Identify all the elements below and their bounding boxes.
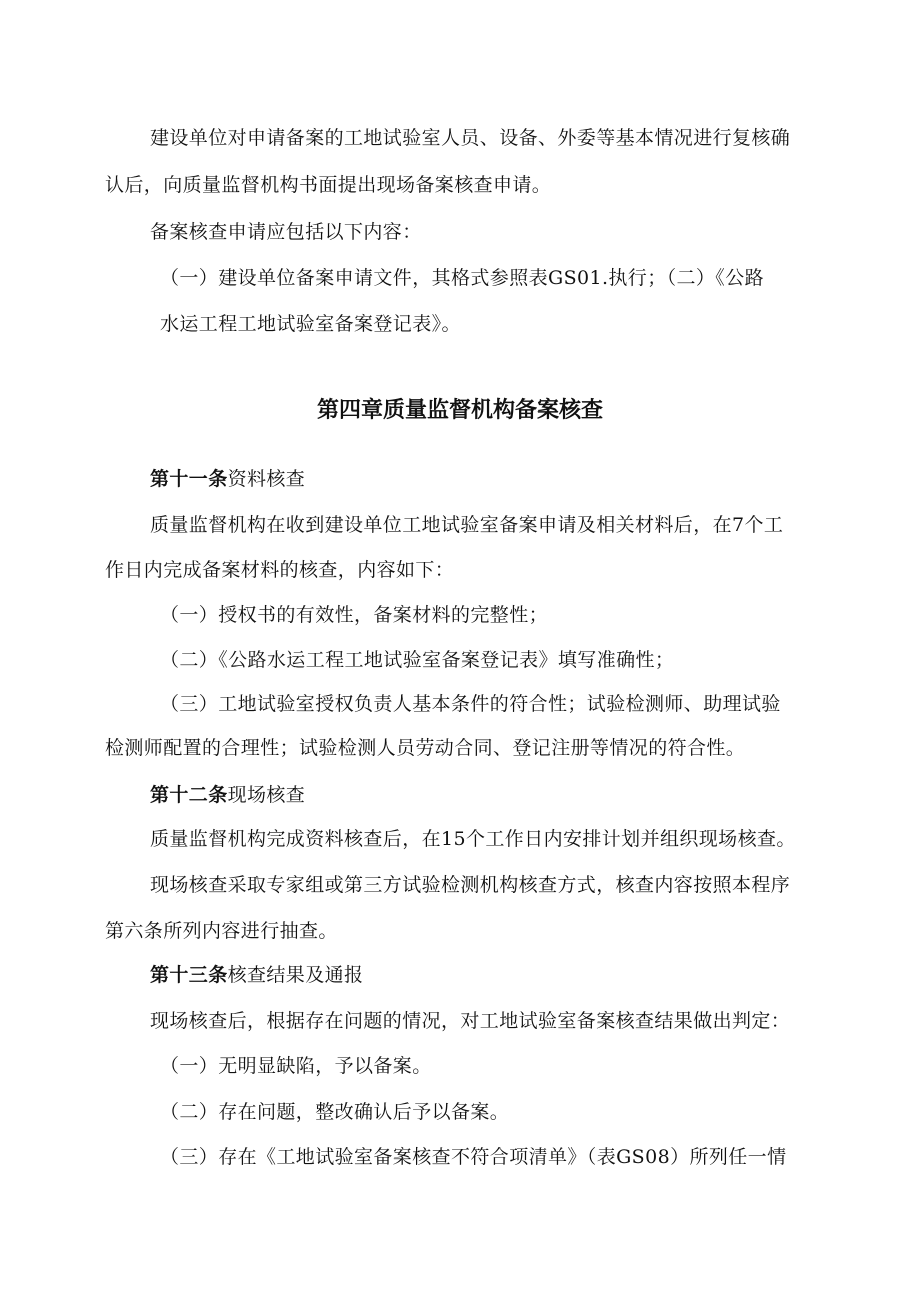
article-13-item-1: （一）无明显缺陷，予以备案。: [160, 1055, 432, 1077]
article-12-title: 现场核查: [227, 784, 306, 806]
article-13-heading: [150, 962, 363, 988]
article-12-paragraph-2-line-2: 第六条所列内容进行抽查。: [105, 920, 338, 942]
article-11-paragraph-line-2: 作日内完成备案材料的核查，内容如下：: [105, 559, 455, 581]
article-12-paragraph-2-line-1: 现场核查采取专家组或第三方试验检测机构核查方式，核查内容按照本程序: [150, 874, 791, 896]
article-13-title: 核查结果及通报: [227, 964, 364, 986]
intro-paragraph-1-line-1: 建设单位对申请备案的工地试验室人员、设备、外委等基本情况进行复核确: [150, 127, 791, 149]
article-11-number: 第十一条: [150, 468, 228, 490]
article-13-item-2: （二）存在问题，整改确认后予以备案。: [160, 1101, 510, 1123]
article-11-item-1: （一）授权书的有效性，备案材料的完整性；: [160, 604, 549, 626]
article-13-number: 第十三条: [150, 964, 228, 986]
article-13-paragraph-1: 现场核查后，根据存在问题的情况，对工地试验室备案核查结果做出判定：: [150, 1010, 791, 1032]
article-11-item-3-line-2: 检测师配置的合理性；试验检测人员劳动合同、登记注册等情况的符合性。: [105, 737, 746, 759]
article-12-paragraph-1: 质量监督机构完成资料核查后，在15个工作日内安排计划并组织现场核查。: [150, 828, 796, 850]
article-11-title: 资料核查: [227, 468, 306, 490]
intro-paragraph-2: 备案核查申请应包括以下内容：: [150, 221, 422, 243]
chapter-title: 第四章质量监督机构备案核查: [316, 398, 603, 423]
article-12-number: 第十二条: [150, 784, 228, 806]
intro-item-line-1: （一）建设单位备案申请文件，其格式参照表GS01.执行；（二）《公路: [160, 267, 765, 289]
intro-item-line-2: 水运工程工地试验室备案登记表》。: [160, 313, 461, 335]
article-11-heading: [150, 466, 305, 492]
intro-paragraph-1-line-2: 认后，向质量监督机构书面提出现场备案核查申请。: [105, 174, 552, 196]
article-13-item-3: （三）存在《工地试验室备案核查不符合项清单》（表GS08）所列任一情: [160, 1146, 787, 1168]
article-11-item-2: （二）《公路水运工程工地试验室备案登记表》填写准确性；: [160, 649, 675, 671]
article-11-paragraph-line-1: 质量监督机构在收到建设单位工地试验室备案申请及相关材料后，在7个工: [150, 514, 784, 536]
article-11-item-3-line-1: （三）工地试验室授权负责人基本条件的符合性；试验检测师、助理试验: [160, 693, 781, 715]
article-12-heading: [150, 782, 305, 808]
